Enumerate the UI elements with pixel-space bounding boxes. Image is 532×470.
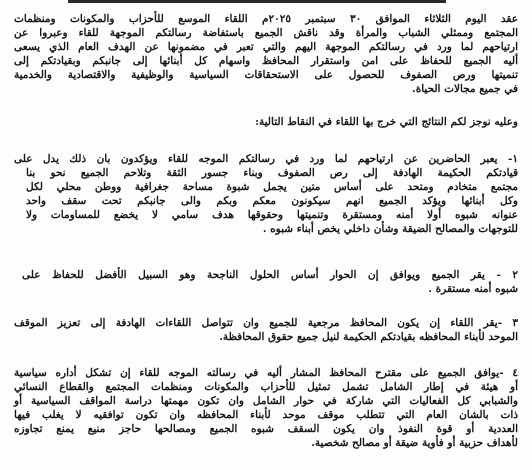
item-1-line-3: مجتمع متخادم ومتحد على أساس متين يجمل شبوة مساحة جغرافية ووطن محلي لكل — [26, 181, 518, 193]
scan-edge-bar — [68, 0, 446, 3]
item-2-line-2: شبوه أمنه مستقرة . — [428, 283, 518, 295]
item-2-line-1: ٢ - يقر الجميع ويوافق إن الحوار أساس الحلول الناجحة وهو السبيل الأفضل للحفاظ على — [22, 269, 518, 281]
item-1-line-2: قيادتكم الحكيمة الهادفة إلى رص الصفوف وبناء جسور الثقة وتلاحم الجميع نحو بنا — [26, 167, 518, 179]
paragraph-1-line-5: تنميتها ورص الصفوف للحصول على الاستحقاقات السياسية والوظيفية والاقتصادية والخدمية — [14, 69, 518, 81]
item-1-line-1: ١- يعبر الحاضرين عن ارتياحهم لما ورد في رسالتكم الموجه للقاء ويؤكدون بان ذلك يدل على — [14, 153, 518, 165]
intro-results-line: وعليه نوجز لكم النتائج التي خرج بها اللقاء في النقاط التالية: — [255, 116, 518, 128]
item-4-line-4: ذات بالشان العام التي تتطلب موقف موحد لأبناء المحافظه وان تكون توافقيه لا يغلب فيها — [14, 409, 518, 421]
item-1-line-4: وكل أبنائها ويؤكد الجميع انهم سيكونون معكم وبكم والى جانبكم تحت سقف واحد — [26, 195, 518, 207]
item-1-line-6: للتوجهات والمصالح الضيقة وشأن داخلي يخص أبناء شبوه . — [262, 223, 518, 235]
paragraph-1-line-2: المجتمع وممثلي الشباب والمرأة وقد ناقش الجميع باستفاضة رسالتكم الموجهة للقاء وعبروا عن — [14, 27, 518, 39]
item-4-line-1: ٤ -يوافق الجميع على مقترح المحافظ المشار أليه في رسالته الموجه للقاء إن تشكل أداره سياسية — [14, 367, 518, 379]
item-3-line-2: الموحد لأبناء المحافظه بقيادتكم الحكيمة لنيل جميع حقوق المحافظة. — [219, 331, 518, 343]
item-4-line-6: لأهداف حزبية أو فأوية ضيقة أو مصالح شخصية. — [311, 437, 518, 449]
item-4-line-2: أو هيئة في إطار الشامل تشمل تمثيل للأحزاب والمكونات ومنظمات المجتمع والقطاع النسائي — [14, 381, 518, 393]
paragraph-1-line-3: ارتياحهم لما ورد في رسالتكم الموجهة اليهم والتي تعبر في مضمونها عن الهدف العام الذي يسعى — [14, 41, 518, 53]
paragraph-1-line-6: في جميع مجالات الحياة. — [412, 83, 518, 95]
item-4-line-5: العددية أو قوة النفوذ وان يكون السقف شبوه الجميع ومصالحها حاجز منيع يمنع تجاوزه — [14, 423, 518, 435]
paragraph-1-line-4: أليه الجميع للحفاظ على امن واستقرار المحافظ واسهام كل أبنائها إلى جانبكم وبقيادتكم إلى — [14, 55, 518, 67]
item-3-line-1: ٣ -يقر اللقاء إن يكون المحافظ مرجعية للجميع وان تتواصل اللقاءات الهادفة إلى تعزيز الموقف — [14, 317, 518, 329]
item-1-line-5: عنوانه شبوه أولا أمنه ومستقرة وتنميتها وحقوقها هدف سامي لا يخضع للمساومات ولا — [26, 209, 518, 221]
item-4-line-3: والشبابي كل الفعاليات التي شاركة في حوار الشامل وان تكون مهمتها دراسة المواقف السياسية أو — [14, 395, 518, 407]
paragraph-1-line-1: عقد اليوم الثلاثاء الموافق ٣٠ سبتمبر ٢٠٢٥م اللقاء الموسع للأحزاب والمكونات ومنظمات — [14, 13, 518, 25]
